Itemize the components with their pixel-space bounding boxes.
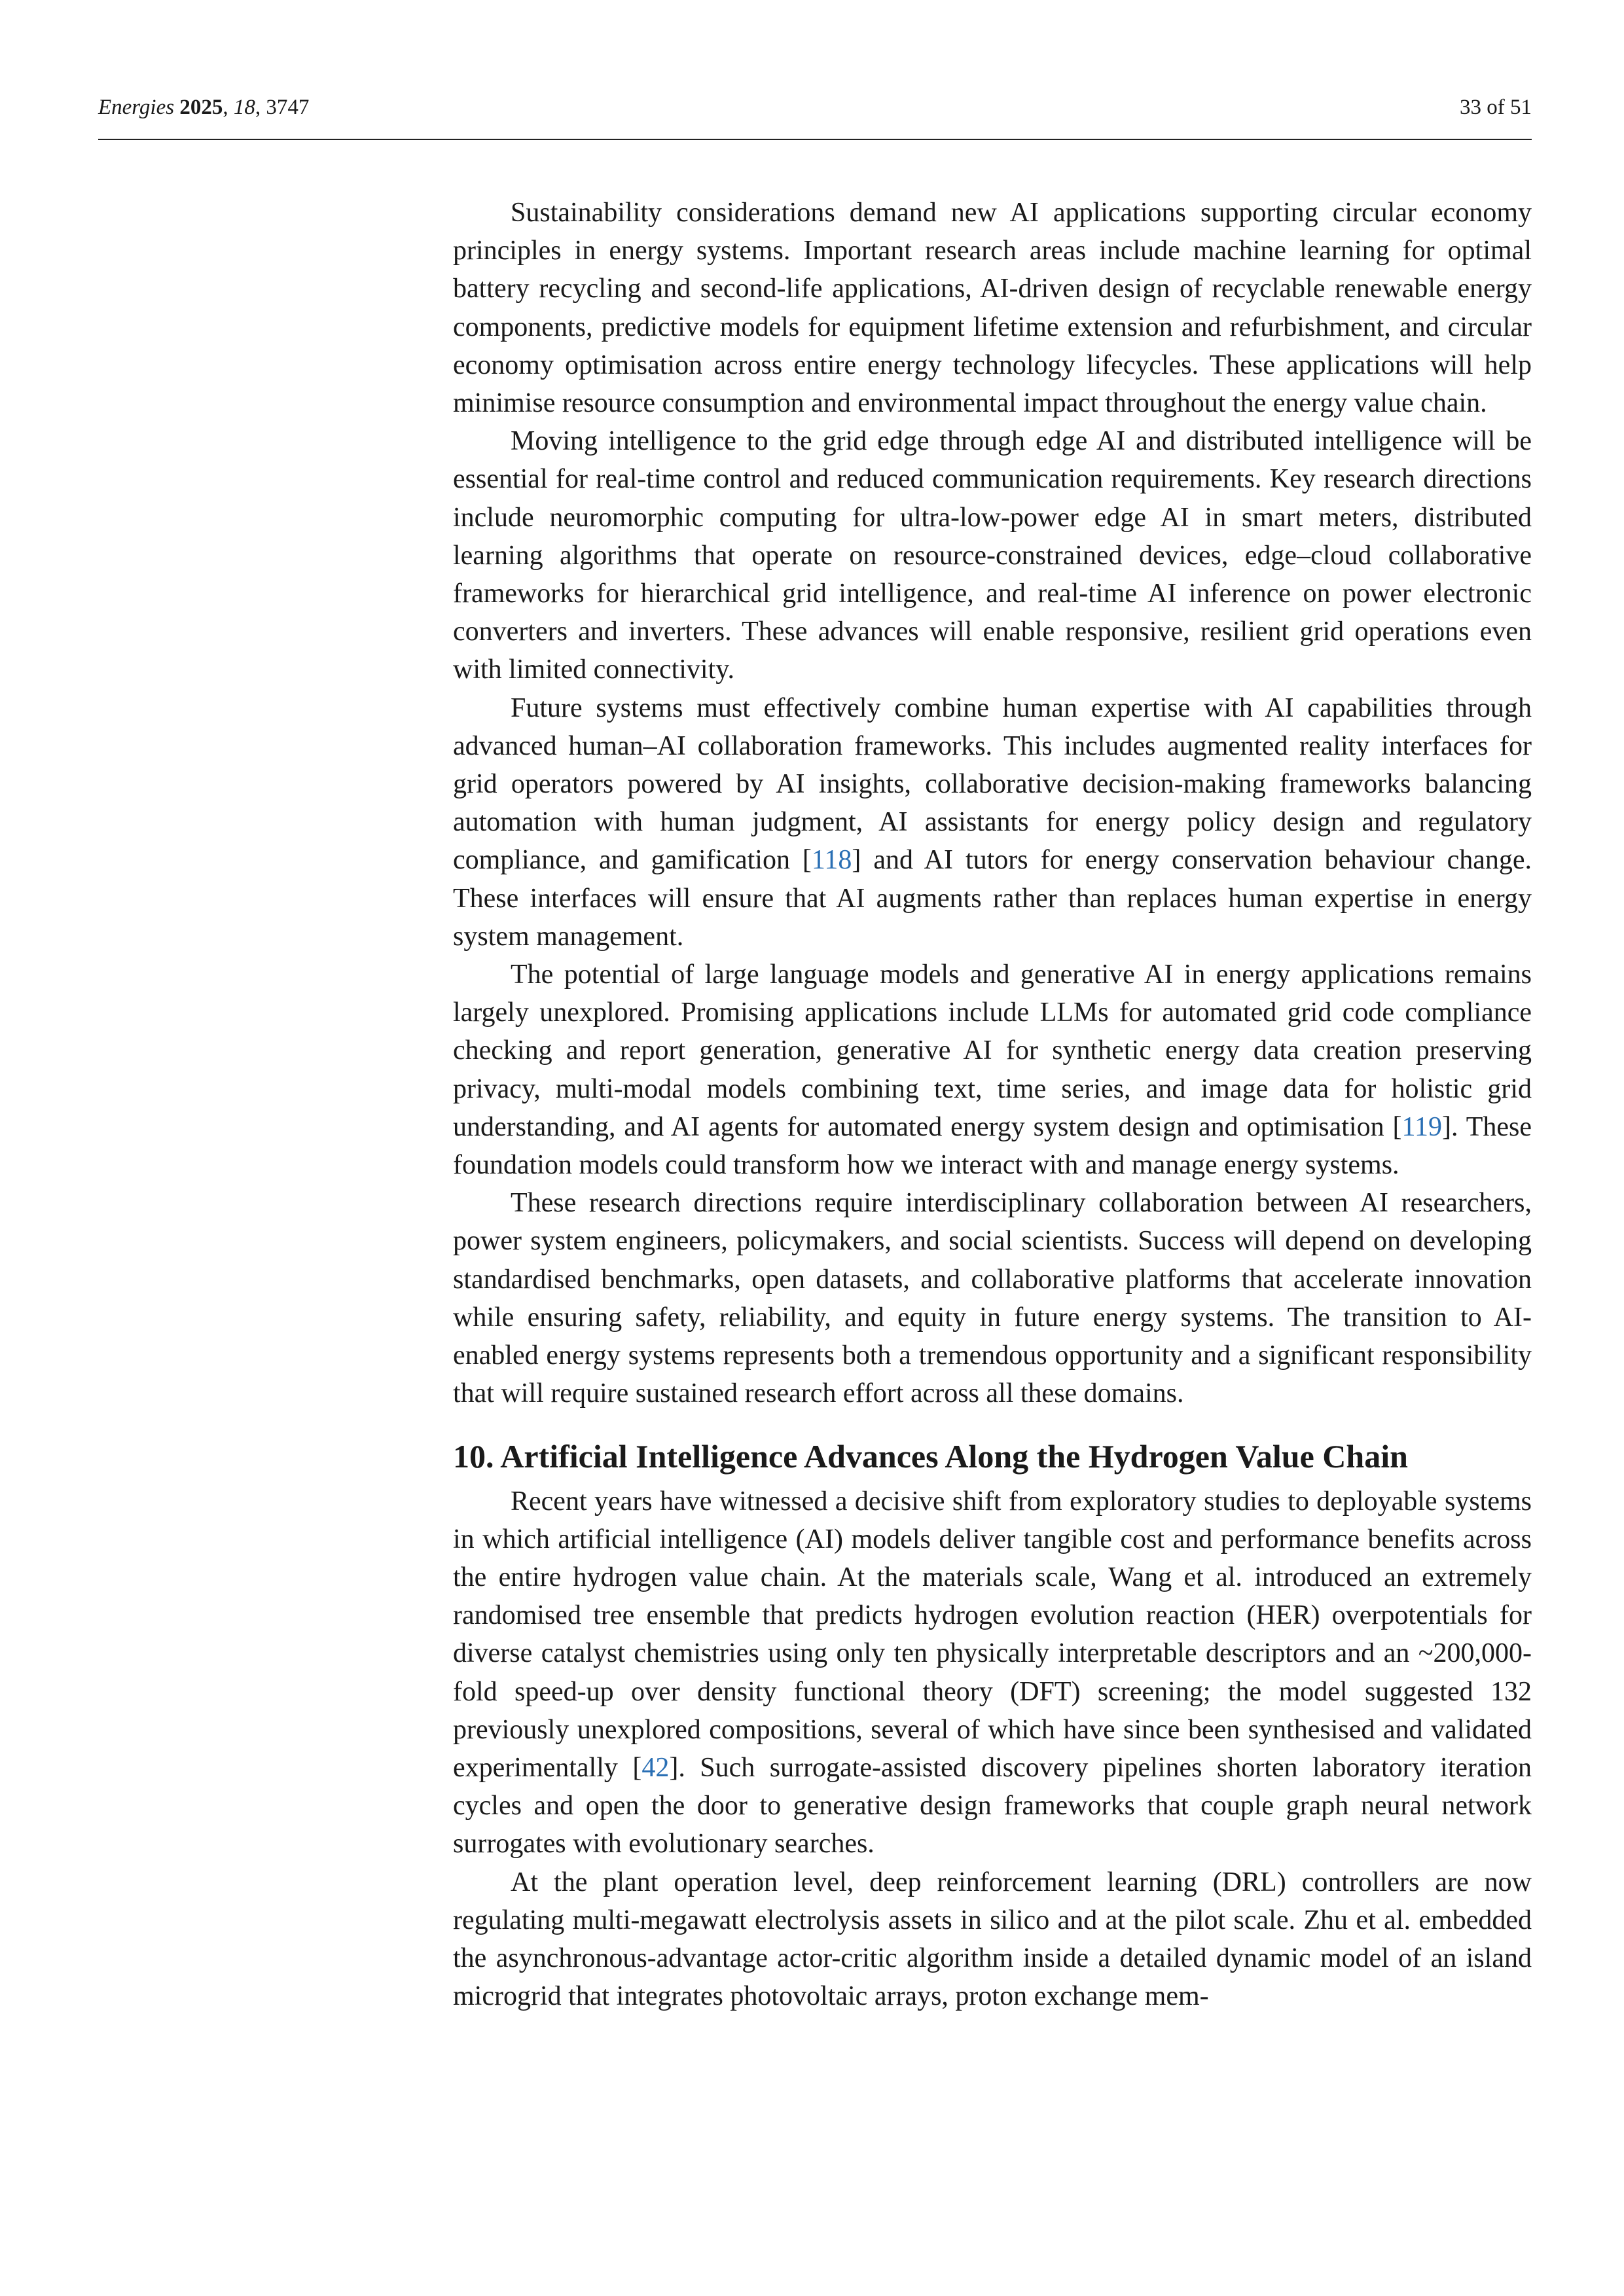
paragraph-human-ai <box>453 689 1532 956</box>
paragraph-llm <box>453 956 1532 1184</box>
journal-volume: 18 <box>233 96 255 119</box>
running-header <box>98 92 1532 131</box>
journal-citation: Energies 2025, 18, 3747 <box>98 96 310 119</box>
page-number: 33 of 51 <box>1460 96 1532 119</box>
paragraph-circular-economy: Sustainability considerations demand new AI applications supporting circular economy principles in energy systems. Important research areas include machine learning for optimal battery recycling and second-life applications, AI-driven design of recyclable renewable energy components, predictive models for equipment lifetime extension and refurbishment, and circular economy optimisation across entire energy technology lifecycles. These applications will help minimise resource consumption and environmental impact throughout the energy value chain. <box>453 198 1532 419</box>
paragraph-text: Recent years have witnessed a decisive shift from exploratory studies to deployable systems in which artificial intelligence (AI) models deliver tangible cost and performance benefits across the entire hydrogen value chain. At the materials scale, Wang et al. introduced an extremely randomised tree ensemble that predicts hydrogen evolution reaction (HER) overpotentials for diverse catalyst chemistries using only ten physically interpretable descriptors and an ~200,000-fold speed-up over density functional theory (DFT) screening; the model suggested 132 previously unexplored compositions, several of which have since been synthesised and validated experimentally [ <box>453 1486 1532 1783</box>
paragraph-hydrogen-materials <box>453 1482 1532 1863</box>
citation-link-118[interactable]: 118 <box>811 845 852 876</box>
citation-link-42[interactable]: 42 <box>641 1752 670 1783</box>
article-number: 3747 <box>266 96 310 119</box>
main-text <box>453 194 1532 2015</box>
paragraph-text: ]. Such surrogate-assisted discovery pipelines shorten laboratory iteration cycles and open the door to generative design frameworks that couple graph neural network surrogates with evolutionary searches. <box>453 1752 1532 1859</box>
citation-link-119[interactable]: 119 <box>1401 1111 1442 1142</box>
paragraph-edge-ai: Moving intelligence to the grid edge through edge AI and distributed intelligence will be essential for real-time control and reduced communication requirements. Key research directions include neuromorphic computing for ultra-low-power edge AI in smart meters, distributed learning algorithms that operate on resource-constrained devices, edge–cloud collaborative frameworks for hierarchical grid intelligence, and real-time AI inference on power electronic converters and inverters. These advances will enable responsive, resilient grid operations even with limited connectivity. <box>453 426 1532 685</box>
paragraph-text: The potential of large language models and generative AI in energy applications remains largely unexplored. Promising applications include LLMs for automated grid code compliance checking and report generation, generative AI for synthetic energy data creation preserving privacy, multi-modal models combining text, time series, and image data for holistic grid understanding, and AI agents for automated energy system design and optimisation [ <box>453 960 1532 1142</box>
paragraph-text: Future systems must effectively combine human expertise with AI capabilities through advanced human–AI collaboration frameworks. This includes augmented reality interfaces for grid operators powered by AI insights, collaborative decision-making frameworks balancing automation with human judgment, AI assistants for energy policy design and regulatory compliance, and gamification [ <box>453 692 1532 876</box>
paragraph-interdisciplinary: These research directions require interdisciplinary collaboration between AI researchers, power system engineers, policymakers, and social scientists. Success will depend on developing standardised benchmarks, open datasets, and collaborative platforms that accelerate innovation while ensuring safety, reliability, and equity in future energy systems. The transition to AI-enabled energy systems represents both a tremendous opportunity and a significant responsibility that will require sustained research effort across all these domains. <box>453 1188 1532 1409</box>
section-title: Artificial Intelligence Advances Along the Hydrogen Value Chain <box>500 1437 1408 1475</box>
paragraph-text: ]. These foundation models could transform how we interact with and manage energy systems. <box>453 1111 1532 1181</box>
paragraph-text: ] and AI tutors for energy conservation behaviour change. These interfaces will ensure that AI augments rather than replaces human expertise in energy system management. <box>453 845 1532 952</box>
section-number: 10. <box>453 1437 494 1475</box>
paragraph-plant-operation: At the plant operation level, deep reinforcement learning (DRL) controllers are now regulating multi-megawatt electrolysis assets in silico and at the pilot scale. Zhu et al. embedded the asynchronous-advantage actor-critic algorithm inside a detailed dynamic model of an island microgrid that integrates photovoltaic arrays, proton exchange mem- <box>453 1867 1532 2012</box>
header-rule <box>98 139 1532 140</box>
journal-name: Energies <box>98 96 175 119</box>
section-heading <box>453 1435 1532 1477</box>
journal-year: 2025 <box>179 96 223 119</box>
